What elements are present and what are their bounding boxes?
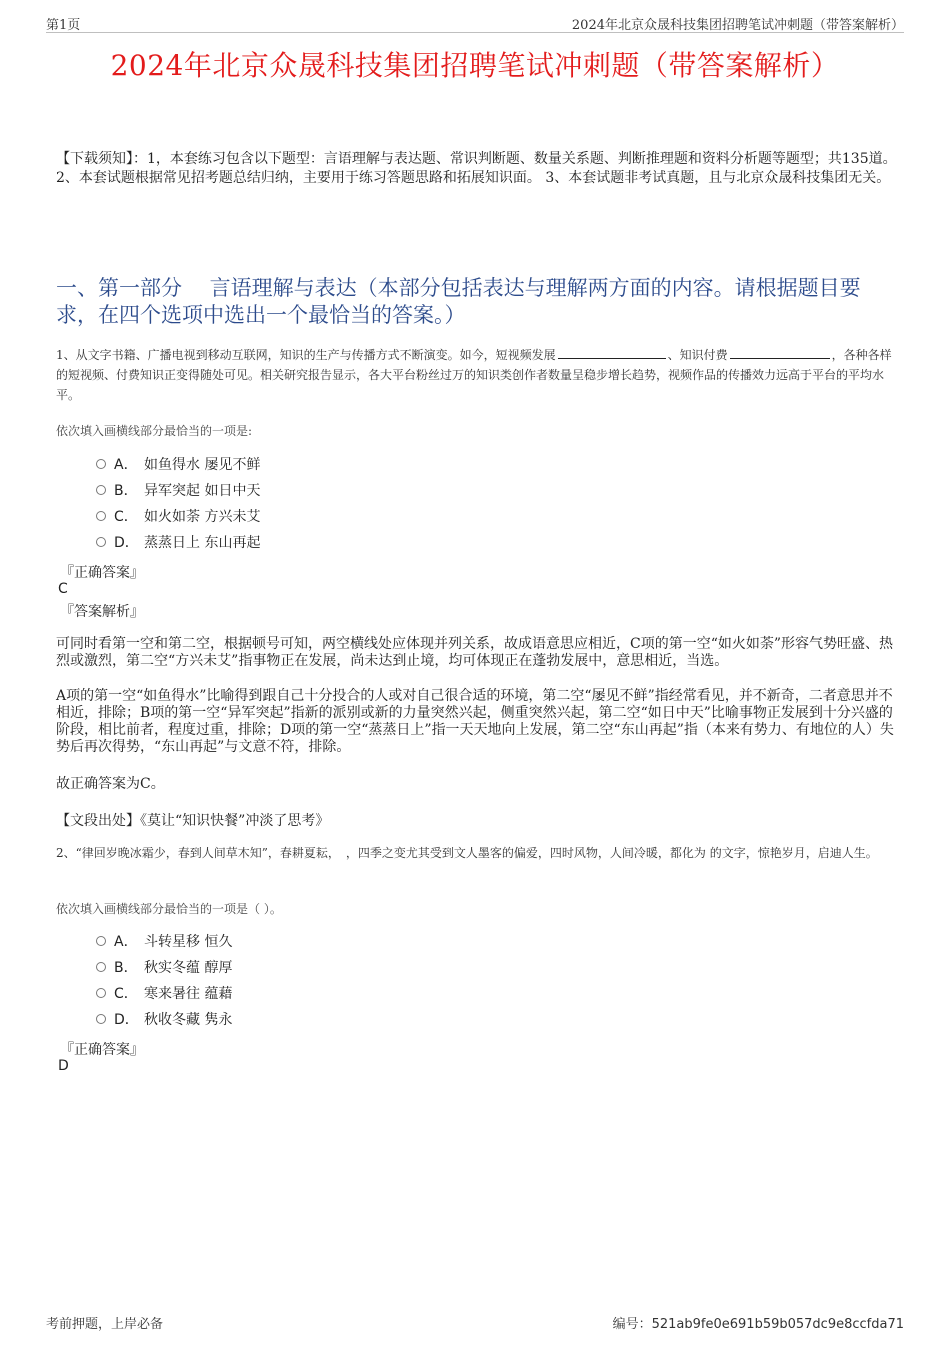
analysis-label: 『答案解析』	[60, 604, 144, 620]
q1-option-d[interactable]	[96, 533, 260, 553]
radio-icon[interactable]	[96, 936, 106, 946]
option-letter: A．	[114, 457, 138, 473]
question-1-text	[56, 345, 901, 405]
correct-answer-label: 『正确答案』	[60, 565, 144, 581]
text-source: 【文段出处】《莫让“知识快餐”冲淡了思考》	[56, 813, 330, 829]
radio-icon[interactable]	[96, 962, 106, 972]
analysis-paragraph-1: 可同时看第一空和第二空，根据顿号可知，两空横线处应体现并列关系，故成语意思应相近，C项的第一空“如火如荼”形容气势旺盛、热烈或激烈，第二空“方兴未艾”指事物正在发展，尚未达到止境，均可体现正在蓬勃发展中，意思相近，当选。	[56, 636, 894, 669]
option-letter: D．	[114, 535, 139, 551]
footer-code	[613, 1313, 904, 1332]
question-2-instruction: 依次填入画横线部分最恰当的一项是（ ）。	[56, 902, 282, 916]
option-text: 斗转星移 恒久	[144, 934, 233, 950]
option-letter: A．	[114, 934, 138, 950]
radio-icon[interactable]	[96, 511, 106, 521]
option-letter: B．	[114, 483, 138, 499]
question-1-text-part-b: 、知识付费	[667, 348, 728, 362]
download-notice: 【下载须知】：1，本套练习包含以下题型：言语理解与表达题、常识判断题、数量关系题、判断推理题和资料分析题等题型；共135道。 2、本套试题根据常见招考题总结归纳，主要用于练习答题思路和拓展知识面。 3、本套试题非考试真题，且与北京众晟科技集团无关。	[56, 151, 897, 186]
option-text: 寒来暑往 蕴藉	[144, 986, 233, 1002]
question-2-text: 2、“律回岁晚冰霜少，春到人间草木知”，春耕夏耘， ，四季之变尤其受到文人墨客的偏爱，四时风物，人间冷暖，都化为 的文字，惊艳岁月，启迪人生。	[56, 846, 878, 860]
q2-option-b[interactable]	[96, 958, 232, 978]
option-letter: D．	[114, 1012, 139, 1028]
q1-option-b[interactable]	[96, 481, 260, 501]
fill-blank-1	[558, 346, 666, 359]
correct-answer-value: D	[58, 1058, 69, 1074]
question-1-text-part-a: 1、从文字书籍、广播电视到移动互联网，知识的生产与传播方式不断演变。如今，短视频发展	[56, 348, 556, 362]
question-1-text-part-c: ，各种各样的短视频、付费知识正变得随处可见。相关研究报告显示，各大平台粉丝过万的知识类创作者数量呈稳步增长趋势，视频作品的传播效力远高于平台的平均水平。	[56, 348, 892, 402]
option-text: 蒸蒸日上 东山再起	[144, 535, 261, 551]
q2-option-d[interactable]	[96, 1010, 232, 1030]
q2-option-c[interactable]	[96, 984, 232, 1004]
option-text: 秋实冬蕴 醇厚	[144, 960, 233, 976]
option-letter: C．	[114, 509, 138, 525]
correct-answer-label: 『正确答案』	[60, 1042, 144, 1058]
option-text: 如火如荼 方兴未艾	[144, 509, 261, 525]
header-doc-title: 2024年北京众晟科技集团招聘笔试冲刺题（带答案解析）	[571, 18, 904, 33]
analysis-conclusion: 故正确答案为C。	[56, 776, 165, 792]
radio-icon[interactable]	[96, 988, 106, 998]
footer-slogan: 考前押题，上岸必备	[46, 1317, 164, 1332]
radio-icon[interactable]	[96, 485, 106, 495]
option-text: 如鱼得水 屡见不鲜	[144, 457, 261, 473]
analysis-paragraph-2: A项的第一空“如鱼得水”比喻得到跟自己十分投合的人或对自己很合适的环境，第二空“屡见不鲜”指经常看见，并不新奇，二者意思并不相近，排除；B项的第一空“异军突起”指新的派别或新的力量突然兴起，侧重突然兴起，第二空“如日中天”比喻事物正发展到十分兴盛的阶段，相比前者，程度过重，排除；D项的第一空“蒸蒸日上”指一天天地向上发展，第二空“东山再起”指（本来有势力、有地位的人）失势后再次得势，“东山再起”与文意不符，排除。	[56, 688, 894, 755]
page-number: 第1页	[46, 18, 81, 33]
footer-code-label: 编号：	[612, 1317, 652, 1332]
footer-code-value: 521ab9fe0e691b59b057dc9e8ccfda71	[651, 1317, 904, 1332]
q2-option-a[interactable]	[96, 932, 232, 952]
radio-icon[interactable]	[96, 459, 106, 469]
q1-option-c[interactable]	[96, 507, 260, 527]
option-letter: B．	[114, 960, 138, 976]
radio-icon[interactable]	[96, 1014, 106, 1024]
fill-blank-2	[730, 346, 830, 359]
page-title: 2024年北京众晟科技集团招聘笔试冲刺题（带答案解析）	[110, 49, 840, 82]
header-divider	[46, 32, 904, 33]
correct-answer-value: C	[58, 581, 68, 597]
option-letter: C．	[114, 986, 138, 1002]
option-text: 异军突起 如日中天	[144, 483, 261, 499]
section-heading: 一、第一部分 言语理解与表达（本部分包括表达与理解两方面的内容。请根据题目要求，在四个选项中选出一个最恰当的答案。）	[56, 276, 861, 327]
option-text: 秋收冬藏 隽永	[144, 1012, 233, 1028]
q1-option-a[interactable]	[96, 455, 260, 475]
question-1-instruction: 依次填入画横线部分最恰当的一项是:	[56, 424, 253, 438]
radio-icon[interactable]	[96, 537, 106, 547]
